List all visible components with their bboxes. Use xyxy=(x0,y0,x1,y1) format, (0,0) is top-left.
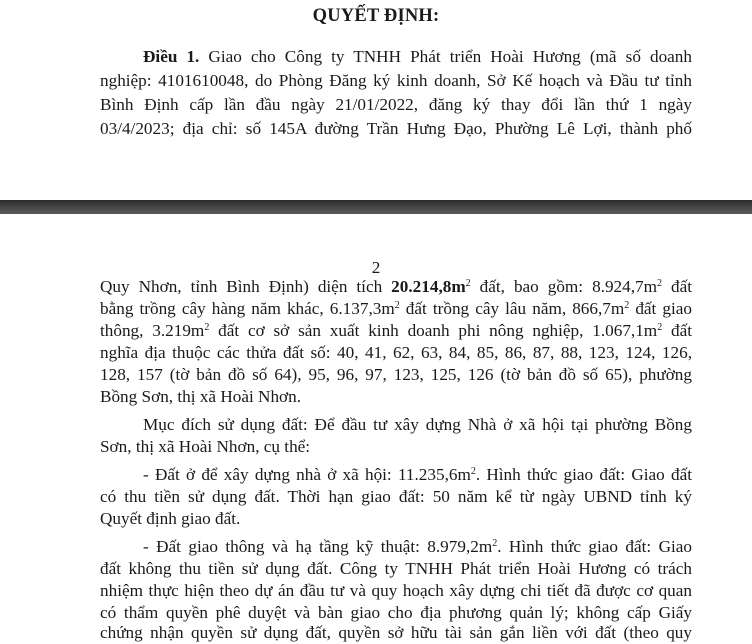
residential-line-2: có thu tiền sử dụng đất. Thời hạn giao đất: 50 năm kể từ ngày UBND tỉnh ký xyxy=(100,487,692,506)
decision-heading: QUYẾT ĐỊNH: xyxy=(312,6,440,26)
residential-line-1: - Đất ở để xây dựng nhà ở xã hội: $11.235,6m^2$. Hình thức giao đất: Giao đất xyxy=(143,465,692,484)
body-line-6: Bồng Sơn, thị xã Hoài Nhơn. xyxy=(100,387,302,406)
article-1-line-1: Điều 1. Giao cho Công ty TNHH Phát triển Hoài Hương (mã số doanh xyxy=(143,47,692,66)
body-line-5: 128, 157 (tờ bản đồ số 64), 95, 96, 97, 123, 125, 126 (tờ bản đồ số 65), phường xyxy=(100,365,692,384)
purpose-line-2: Sơn, thị xã Hoài Nhơn, cụ thể: xyxy=(100,437,311,456)
body-line-3: thông, $3.219m^2$ đất cơ sở sản xuất kinh doanh phi nông nghiệp, $1.067,1m^2$ đất xyxy=(100,321,693,340)
article-label: Điều 1. xyxy=(143,47,200,66)
article-1-line-3: Bình Định cấp lần đầu ngày 21/01/2022, đăng ký thay đổi lần thứ 1 ngày xyxy=(100,95,692,114)
residential-line-3: Quyết định giao đất. xyxy=(100,509,241,528)
page-number: 2 xyxy=(371,258,381,277)
infrastructure-line-3: nhiệm thực hiện theo dự án đầu tư và quy hoạch xây dựng chi tiết đã được cơ quan xyxy=(100,581,692,600)
article-1-line-4: 03/4/2023; địa chỉ: số 145A đường Trần Hưng Đạo, Phường Lê Lợi, thành phố xyxy=(100,119,692,138)
page-break-bar xyxy=(0,200,752,214)
page-1-fragment xyxy=(0,0,752,200)
infrastructure-line-2: đất không thu tiền sử dụng đất. Công ty TNHH Phát triển Hoài Hương có trách xyxy=(100,559,692,578)
body-line-2: bằng trồng cây hàng năm khác, $6.137,3m^2$ đất trồng cây lâu năm, $866,7m^2$ đất giao xyxy=(100,299,692,318)
infrastructure-line-1: - Đất giao thông và hạ tầng kỹ thuật: $8.979,2m^2$. Hình thức giao đất: Giao xyxy=(143,537,692,556)
purpose-line-1: Mục đích sử dụng đất: Để đầu tư xây dựng Nhà ở xã hội tại phường Bồng xyxy=(143,415,692,434)
article-1-line-2: nghiệp: 4101610048, do Phòng Đăng ký kinh doanh, Sở Kế hoạch và Đầu tư tỉnh xyxy=(100,71,692,90)
body-line-1: Quy Nhơn, tỉnh Bình Định) diện tích $20.214,8m^2$ đất, bao gồm: $8.924,7m^2$ đất xyxy=(100,277,693,296)
infrastructure-line-4: có thẩm quyền phê duyệt và bàn giao cho địa phương quản lý; không cấp Giấy xyxy=(100,603,692,622)
body-line-4: nghĩa địa thuộc các thửa đất số: 40, 41, 62, 63, 84, 85, 86, 87, 88, 123, 124, 126, xyxy=(100,343,692,362)
infrastructure-line-5: chứng nhận quyền sử dụng đất, quyền sở hữu tài sản gắn liền với đất (theo quy xyxy=(100,623,692,642)
